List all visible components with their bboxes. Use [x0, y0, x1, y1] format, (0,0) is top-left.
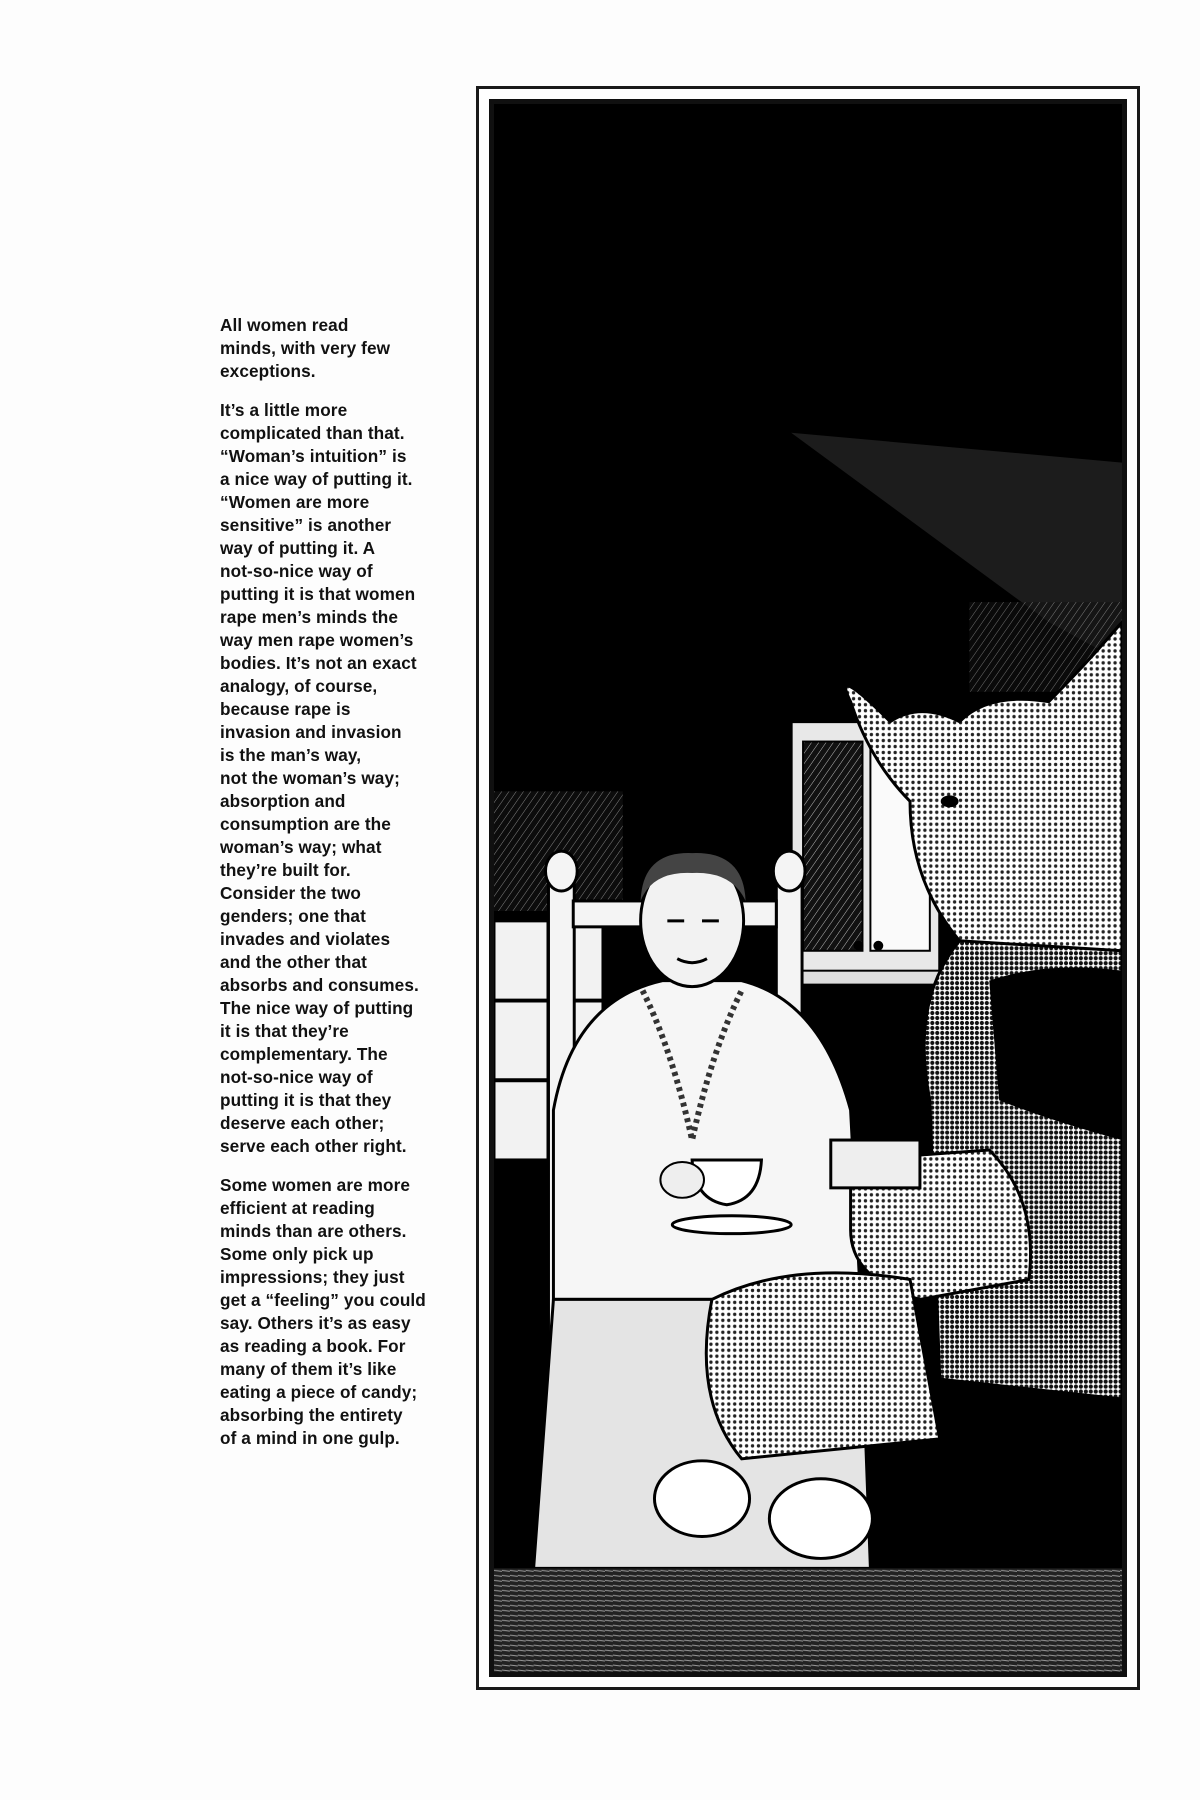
woman-robe — [553, 981, 860, 1300]
cupboard-shelf — [781, 971, 959, 985]
creature-shoe-right — [769, 1479, 872, 1559]
comic-panel-frame — [476, 86, 1140, 1690]
creature-eye — [941, 795, 959, 807]
creature-legs — [706, 1273, 939, 1459]
floor — [494, 1568, 1122, 1672]
cupboard-knob-right — [873, 941, 883, 951]
creature-shoe-left — [654, 1461, 749, 1537]
chair-finial-right — [773, 851, 805, 891]
cupboard-door-left — [803, 742, 862, 951]
creature-cup — [831, 1140, 920, 1188]
comic-panel-illustration — [494, 104, 1122, 1672]
chair-finial-left — [546, 851, 578, 891]
woman-hand — [660, 1162, 704, 1198]
saucer — [672, 1216, 791, 1234]
comic-panel — [489, 99, 1127, 1677]
narration-paragraph-3: Some women are more efficient at reading minds than are others. Some only pick up impressions; they just get a “feeling” you could say. Others it’s as easy as reading a book. For many of them it’s like eating a piece of candy; absorbing the entirety of a mind in one gulp. — [220, 1175, 426, 1448]
narration-paragraph-2: It’s a little more complicated than that. “Woman’s intuition” is a nice way of putting it. “Women are more sensitive” is another way of putting it. A not-so-nice way of putting it is that women rape men’s minds the way men rape women’s bodies. It’s not an exact analogy, of course, because rape is invasion and invasion is the man’s way, not the woman’s way; absorption and consumption are the woman’s way; what they’re built for. Consider the two genders; one that invades and violates and the other that absorbs and consumes. The nice way of putting it is that they’re complementary. The not-so-nice way of putting it is that they deserve each other; serve each other right. — [220, 400, 419, 1156]
narration-text-column — [220, 314, 460, 1466]
narration-paragraph-1: All women read minds, with very few exceptions. — [220, 315, 391, 381]
cupboard-knob-left — [854, 941, 864, 951]
